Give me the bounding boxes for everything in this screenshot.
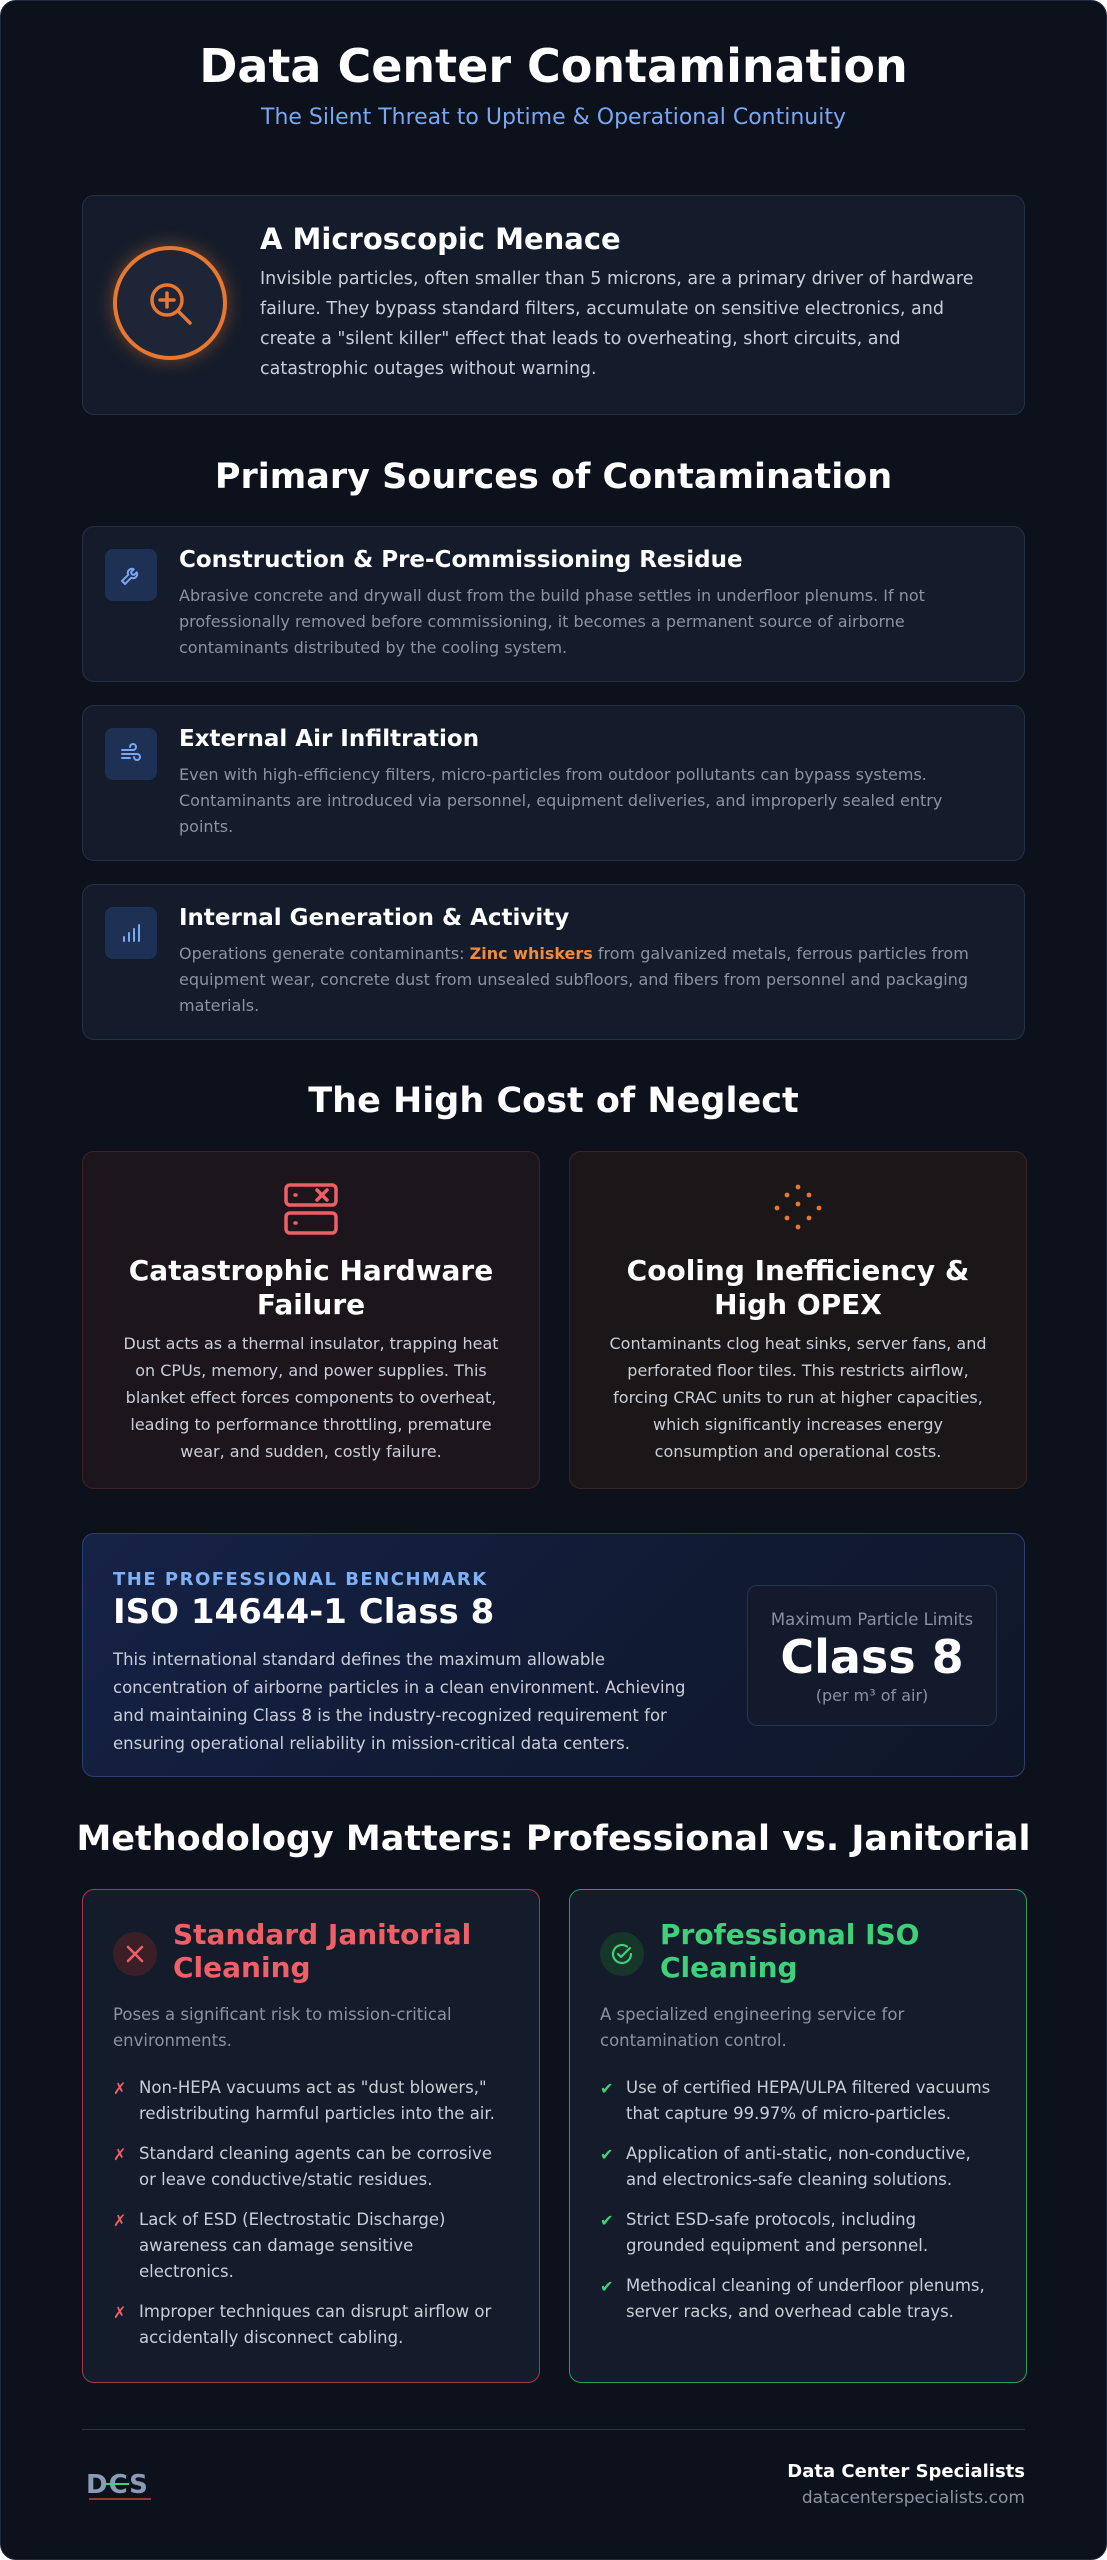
sources-title: Primary Sources of Contamination	[214, 457, 893, 497]
check-icon: ✔	[600, 2277, 614, 2296]
source-card-external-air	[82, 705, 1025, 861]
page-subtitle: The Silent Threat to Uptime & Operational Continuity	[261, 105, 846, 130]
list-item	[600, 2075, 1000, 2127]
list-item-text: Standard cleaning agents can be corrosive or leave conductive/static residues.	[139, 2144, 492, 2189]
list-item	[113, 2207, 513, 2285]
cost-card-hardware	[82, 1151, 540, 1489]
professional-title: Professional ISO Cleaning	[660, 1918, 920, 1984]
limits-label: Maximum Particle Limits	[770, 1610, 974, 1629]
source-title: Construction & Pre-Commissioning Residue	[179, 547, 743, 573]
cross-icon: ✗	[113, 2211, 127, 2230]
footer-company-name: Data Center Specialists	[787, 2461, 1025, 2482]
limits-value: Class 8	[780, 1630, 964, 1684]
cost-title: Cooling Inefficiency & High OPEX	[626, 1254, 970, 1321]
benchmark-title: ISO 14644-1 Class 8	[113, 1592, 495, 1632]
list-item	[113, 2075, 513, 2127]
source-body: Even with high-efficiency filters, micro-particles from outdoor pollutants can bypass systems. Contaminants are introduced via personnel, equipment deliveries, and improperly sealed entry points.	[179, 765, 943, 836]
list-item	[113, 2141, 513, 2193]
wrench-icon	[105, 549, 157, 601]
janitorial-title: Standard Janitorial Cleaning	[173, 1918, 472, 1984]
server-error-icon	[83, 1182, 539, 1236]
check-circle-icon	[600, 1932, 644, 1976]
dcs-logo	[85, 2469, 157, 2507]
list-item	[600, 2207, 1000, 2259]
benchmark-card	[82, 1533, 1025, 1777]
professional-card	[569, 1889, 1027, 2383]
benchmark-body: This international standard defines the maximum allowable concentration of airborne particles in a clean environment. Achieving and maintaining Class 8 is the industry-recognized requirement for ensuring operational reliability in mission-critical data centers.	[113, 1650, 686, 1753]
particles-icon	[570, 1182, 1026, 1236]
limits-unit: (per m³ of air)	[815, 1686, 929, 1705]
list-item-text: Non-HEPA vacuums act as "dust blowers," redistributing harmful particles into the air.	[139, 2078, 495, 2123]
bar-chart-icon	[105, 907, 157, 959]
source-body: Abrasive concrete and drywall dust from the build phase settles in underfloor plenums. If not professionally removed before commissioning, it becomes a permanent source of airborne contaminants distributed by the cooling system.	[179, 586, 925, 657]
list-item	[600, 2141, 1000, 2193]
cross-icon: ✗	[113, 2145, 127, 2164]
check-icon: ✔	[600, 2145, 614, 2164]
methodology-title: Methodology Matters: Professional vs. Janitorial	[76, 1819, 1031, 1859]
cross-icon: ✗	[113, 2303, 127, 2322]
source-body-lead: Operations generate contaminants:	[179, 944, 470, 963]
svg-text:DCS: DCS	[86, 2470, 149, 2500]
source-card-construction	[82, 526, 1025, 682]
menace-title: A Microscopic Menace	[260, 222, 621, 256]
cost-body: Contaminants clog heat sinks, server fans, and perforated floor tiles. This restricts airflow, forcing CRAC units to run at higher capacities, which significantly increases energy consumption and operational costs.	[609, 1334, 987, 1461]
list-item-text: Strict ESD-safe protocols, including grounded equipment and personnel.	[626, 2210, 929, 2255]
particle-limits-box	[747, 1585, 997, 1726]
source-body-rest: from galvanized metals, ferrous particles from equipment wear, concrete dust from unsealed subfloors, and fibers from personnel and packaging materials.	[179, 944, 969, 1015]
check-icon: ✔	[600, 2079, 614, 2098]
zinc-whiskers-highlight: Zinc whiskers	[469, 944, 593, 963]
footer-divider	[82, 2429, 1025, 2430]
source-title: Internal Generation & Activity	[179, 905, 570, 931]
list-item-text: Methodical cleaning of underfloor plenums, server racks, and overhead cable trays.	[626, 2276, 985, 2321]
magnify-plus-icon	[113, 246, 227, 360]
menace-card	[82, 195, 1025, 415]
benchmark-eyebrow: THE PROFESSIONAL BENCHMARK	[113, 1569, 488, 1590]
menace-body: Invisible particles, often smaller than 5 microns, are a primary driver of hardware failure. They bypass standard filters, accumulate on sensitive electronics, and create a "silent killer" effect that leads to overheating, short circuits, and catastrophic outages without warning.	[260, 269, 974, 379]
page-title: Data Center Contamination	[199, 39, 908, 93]
costs-title: The High Cost of Neglect	[308, 1081, 799, 1121]
list-item	[113, 2299, 513, 2351]
janitorial-list	[113, 2075, 513, 2365]
check-icon: ✔	[600, 2211, 614, 2230]
cost-title: Catastrophic Hardware Failure	[128, 1254, 494, 1321]
list-item-text: Application of anti-static, non-conductive, and electronics-safe cleaning solutions.	[626, 2144, 971, 2189]
list-item-text: Lack of ESD (Electrostatic Discharge) awareness can damage sensitive electronics.	[139, 2210, 446, 2281]
janitorial-card	[82, 1889, 540, 2383]
source-title: External Air Infiltration	[179, 726, 480, 752]
professional-list	[600, 2075, 1000, 2339]
footer-url[interactable]: datacenterspecialists.com	[801, 2488, 1025, 2508]
list-item	[600, 2273, 1000, 2325]
x-circle-icon	[113, 1932, 157, 1976]
wind-icon	[105, 728, 157, 780]
cross-icon: ✗	[113, 2079, 127, 2098]
source-card-internal	[82, 884, 1025, 1040]
source-body	[179, 941, 999, 1019]
list-item-text: Use of certified HEPA/ULPA filtered vacuums that capture 99.97% of micro-particles.	[626, 2078, 991, 2123]
professional-desc: A specialized engineering service for contamination control.	[600, 2005, 905, 2050]
list-item-text: Improper techniques can disrupt airflow or accidentally disconnect cabling.	[139, 2302, 492, 2347]
cost-body: Dust acts as a thermal insulator, trapping heat on CPUs, memory, and power supplies. This blanket effect forces components to overheat, leading to performance throttling, premature wear, and sudden, costly failure.	[123, 1334, 499, 1461]
janitorial-desc: Poses a significant risk to mission-critical environments.	[113, 2005, 452, 2050]
cost-card-cooling	[569, 1151, 1027, 1489]
